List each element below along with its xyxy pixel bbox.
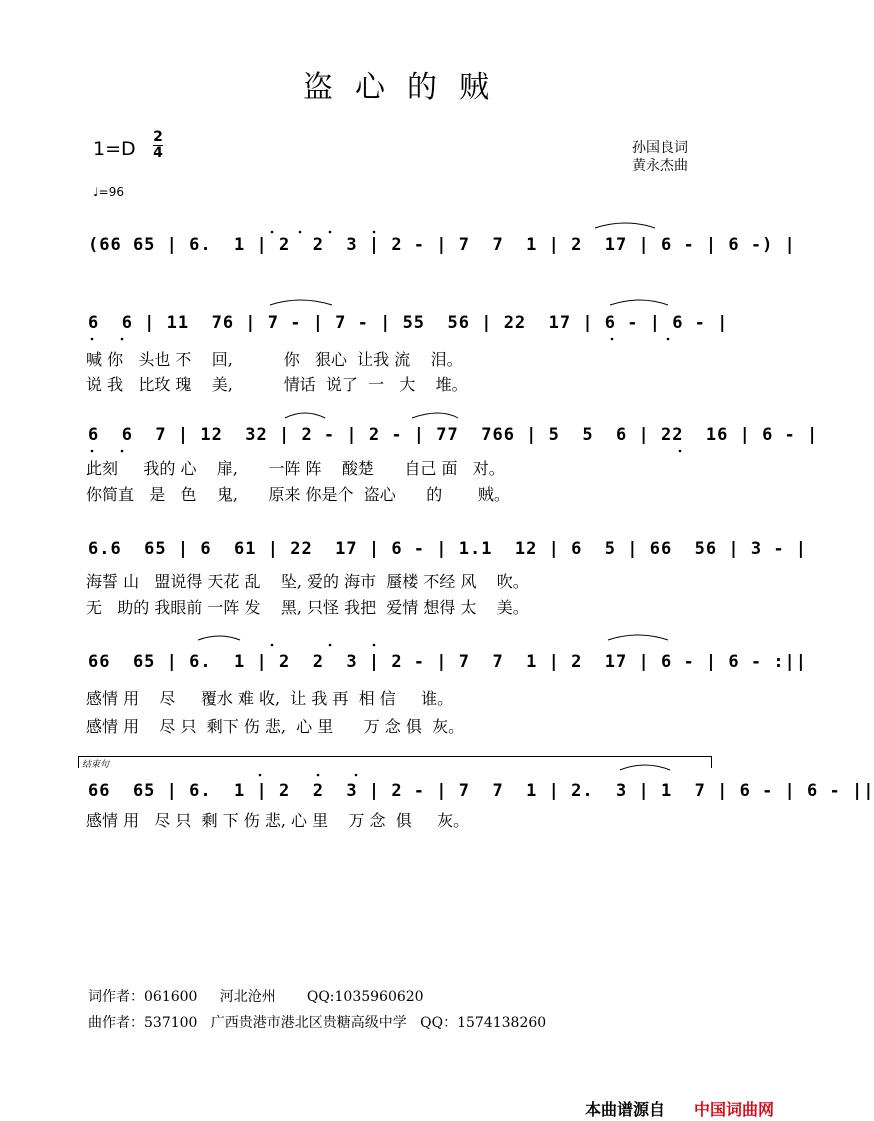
lyric-line-6: 感情 用 尽 只 剩 下 伤 悲, 心 里 万 念 俱 灰。 bbox=[86, 811, 470, 830]
footer-composer-line: 曲作者：537100 广西贵港市港北区贵糖高级中学 QQ：1574138260 bbox=[88, 1015, 547, 1031]
dot-2 bbox=[299, 231, 302, 234]
time-bottom: 4 bbox=[153, 145, 163, 161]
coda-label: 结束句 bbox=[82, 760, 110, 770]
lyric-line-3-verse-2: 你简直 是 色 鬼, 原来 你是个 盗心 的 贼。 bbox=[86, 485, 510, 504]
notation-line-2: 6 6 | 11 76 | 7 - | 7 - | 55 56 | 22 17 | 6 - | 6 - | bbox=[88, 313, 729, 333]
dot-13 bbox=[329, 644, 332, 647]
notation-line-3: 6 6 7 | 12 32 | 2 - | 2 - | 77 766 | 5 5 6 | 22 16 | 6 - | bbox=[88, 425, 819, 445]
lyric-line-4-verse-1: 海誓 山 盟说得 天花 乱 坠, 爱的 海市 蜃楼 不经 风 吹。 bbox=[86, 572, 529, 591]
tempo-marking: ♩=96 bbox=[93, 185, 124, 199]
lyric-line-3-verse-1: 此刻 我的 心 扉, 一阵 阵 酸楚 自己 面 对。 bbox=[86, 459, 505, 478]
source-site-link[interactable]: 中国词曲网 bbox=[694, 1100, 775, 1119]
dot-9 bbox=[91, 450, 94, 453]
song-title: 盗心的贼 bbox=[303, 70, 511, 105]
dot-15 bbox=[259, 774, 262, 777]
dot-4 bbox=[373, 231, 376, 234]
dot-10 bbox=[121, 450, 124, 453]
time-top: 2 bbox=[153, 129, 163, 145]
slur-1 bbox=[595, 223, 655, 228]
notation-line-6: 66 65 | 6. 1 | 2 2 3 | 2 - | 7 7 1 | 2. 3 | 1 7 | 6 - | 6 - || bbox=[88, 781, 874, 801]
dot-3 bbox=[329, 231, 332, 234]
notation-line-5: 66 65 | 6. 1 | 2 2 3 | 2 - | 7 7 1 | 2 17 | 6 - | 6 - :|| bbox=[88, 652, 808, 672]
dot-1 bbox=[271, 231, 274, 234]
slur-4 bbox=[285, 413, 325, 418]
source-label: 本曲谱源自 bbox=[585, 1100, 666, 1119]
lyric-line-2-verse-2: 说 我 比玫 瑰 美, 情话 说了 一 大 堆。 bbox=[86, 375, 468, 394]
dot-8 bbox=[667, 338, 670, 341]
dot-17 bbox=[355, 774, 358, 777]
slur-5 bbox=[412, 413, 458, 418]
notation-line-4: 6.6 65 | 6 61 | 22 17 | 6 - | 1.1 12 | 6 5 | 66 56 | 3 - | bbox=[88, 539, 808, 559]
notation-line-1: (66 65 | 6. 1 | 2 2 3 | 2 - | 7 7 1 | 2 17 | 6 - | 6 -) | bbox=[88, 235, 796, 255]
lyric-line-5-verse-2: 感情 用 尽 只 剩下 伤 悲, 心 里 万 念 俱 灰。 bbox=[86, 717, 465, 736]
slur-7 bbox=[608, 635, 668, 640]
dot-11 bbox=[679, 450, 682, 453]
lyricist-credit: 孙国良词 bbox=[632, 140, 688, 156]
dot-14 bbox=[373, 644, 376, 647]
dot-6 bbox=[121, 338, 124, 341]
composer-credit: 黄永杰曲 bbox=[632, 158, 688, 174]
key-signature: 1=D bbox=[93, 138, 136, 160]
dot-16 bbox=[317, 774, 320, 777]
slur-6 bbox=[198, 636, 240, 640]
slur-8 bbox=[620, 765, 670, 770]
lyric-line-5-verse-1: 感情 用 尽 覆水 难 收, 让 我 再 相 信 谁。 bbox=[86, 689, 454, 708]
dot-12 bbox=[271, 644, 274, 647]
lyric-line-4-verse-2: 无 助的 我眼前 一阵 发 黑, 只怪 我把 爱情 想得 太 美。 bbox=[86, 598, 529, 617]
slur-3 bbox=[610, 300, 668, 305]
dot-7 bbox=[611, 338, 614, 341]
slur-2 bbox=[270, 300, 332, 305]
lyric-line-2-verse-1: 喊 你 头也 不 回, 你 狠心 让我 流 泪。 bbox=[86, 350, 463, 369]
footer-lyricist-line: 词作者：061600 河北沧州 QQ:1035960620 bbox=[88, 989, 424, 1005]
dot-5 bbox=[91, 338, 94, 341]
